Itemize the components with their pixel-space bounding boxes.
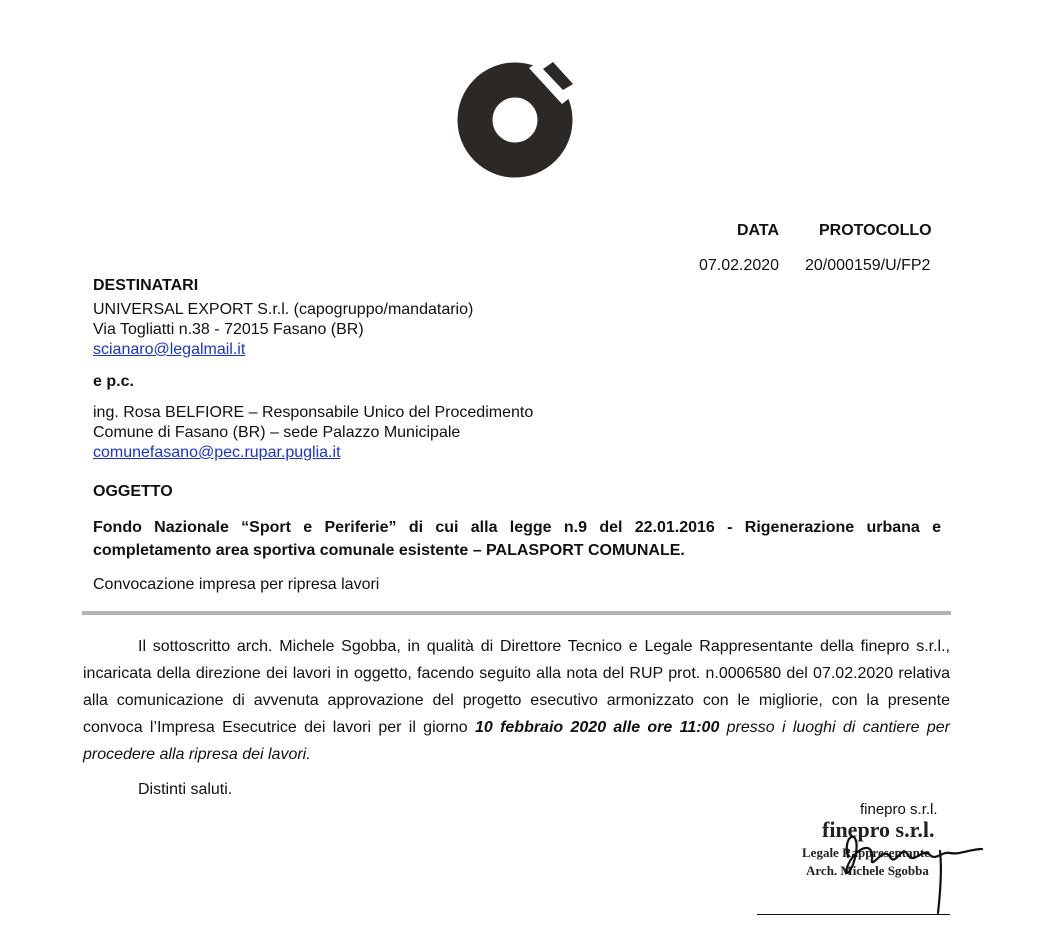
- logo-ring: [475, 80, 555, 160]
- signature-stamp: [790, 805, 990, 915]
- recipients-heading: DESTINATARI: [93, 277, 199, 294]
- protocol-value: 20/000159/U/FP2: [805, 257, 931, 274]
- signature-line: [757, 914, 950, 915]
- body-date-time: 10 febbraio 2020 alle ore 11:00: [474, 719, 720, 736]
- recipient-address: Via Togliatti n.38 - 72015 Fasano (BR): [93, 321, 364, 338]
- date-value: 07.02.2020: [699, 257, 780, 274]
- company-logo: [455, 60, 575, 180]
- body-text: Il sottoscritto arch. Michele Sgobba, in qualità di Direttore Tecnico e Legale Rappresentante della finepro s.r.l., incaricata della direzione dei lavori in oggetto, facendo seguito alla nota del RUP prot. n.0006580 del 07.02.2020 relativa alla comunicazione di avvenuta approvazione del progetto esecutivo armonizzato con le migliorie, con la presente convoca l’Impresa Esecutrice dei lavori per il giorno: [83, 638, 950, 736]
- date-label: DATA: [737, 222, 780, 239]
- stamp-name: Arch. Michele Sgobba: [806, 863, 929, 878]
- closing-text: Distinti saluti.: [138, 781, 233, 798]
- body-paragraph: [83, 633, 950, 768]
- subject-subtitle: Convocazione impresa per ripresa lavori: [93, 576, 380, 593]
- recipient-company: UNIVERSAL EXPORT S.r.l. (capogruppo/mandatario): [93, 301, 474, 318]
- body-location: presso i luoghi di cantiere per procedere alla ripresa dei lavori.: [83, 719, 950, 763]
- recipient-email-link[interactable]: scianaro@legalmail.it: [93, 341, 246, 358]
- subject-title: Fondo Nazionale “Sport e Periferie” di cui alla legge n.9 del 22.01.2016 - Rigenerazione urbana e completamento area sportiva comunale esistente – PALASPORT COMUNALE.: [93, 519, 941, 559]
- stamp-role: Legale Rappresentante: [802, 845, 930, 860]
- section-divider: [82, 611, 951, 615]
- cc-office: Comune di Fasano (BR) – sede Palazzo Municipale: [93, 424, 461, 441]
- cc-person: ing. Rosa BELFIORE – Responsabile Unico del Procedimento: [93, 404, 534, 421]
- protocol-label: PROTOCOLLO: [819, 222, 932, 239]
- subject-heading: OGGETTO: [93, 483, 173, 500]
- stamp-company: finepro s.r.l.: [822, 817, 935, 842]
- cc-email-link[interactable]: comunefasano@pec.rupar.puglia.it: [93, 444, 341, 461]
- signature-company: finepro s.r.l.: [860, 801, 938, 818]
- cc-heading: e p.c.: [93, 373, 134, 390]
